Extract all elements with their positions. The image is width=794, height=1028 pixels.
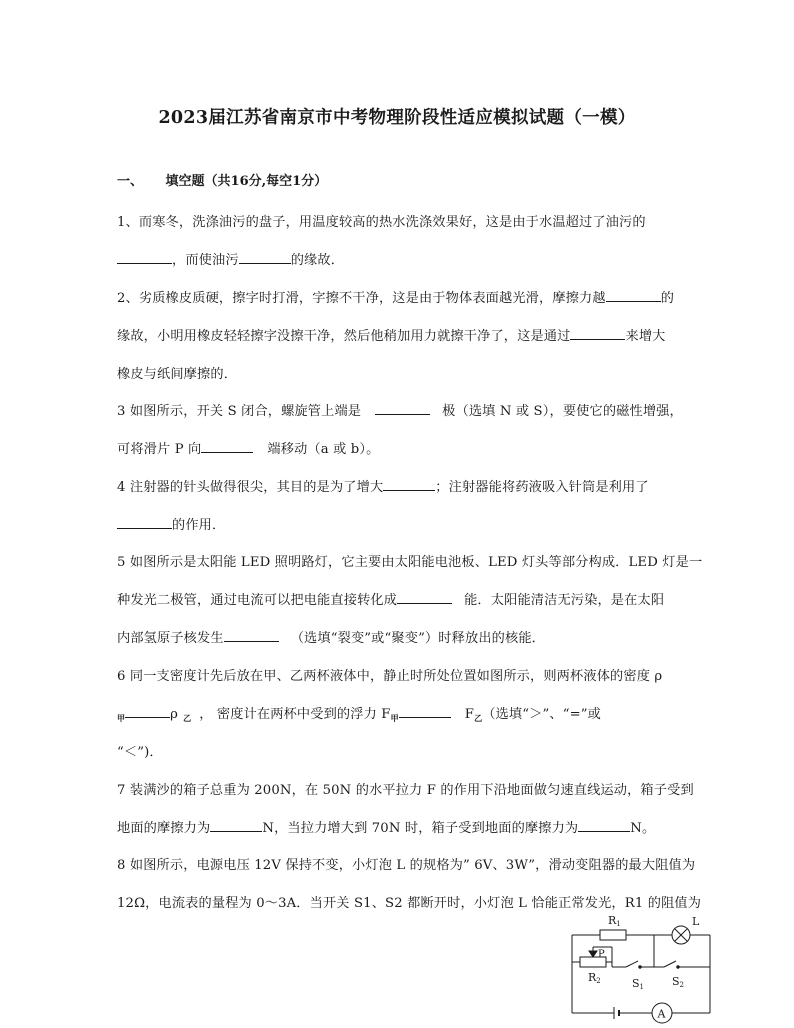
subscript: 乙 (183, 713, 192, 723)
q5-text: 能．太阳能清洁无污染，是在太阳 (464, 593, 665, 608)
label-r1: R1 (608, 914, 621, 928)
q3-text: 3 如图所示，开关 S 闭合，螺旋管上端是 (117, 404, 362, 419)
label-s2: S2 (672, 975, 685, 989)
q7-text: N，当拉力增大到 70N 时，箱子受到地面的摩擦力为 (262, 821, 579, 836)
q2-text: 2、劣质橡皮质硬，擦字时打滑，字擦不干净，这是由于物体表面越光滑，摩擦力越 (117, 291, 606, 306)
q4-line1 (117, 476, 649, 495)
subscript: 乙 (474, 713, 483, 723)
q4-text: 的作用． (172, 518, 226, 533)
q5-line1: 5 如图所示是太阳能 LED 照明路灯，它主要由太阳能电池板、LED 灯头等部分构成．LED 灯是一 (117, 555, 703, 570)
label-p: P (598, 949, 605, 960)
q1-line1: 1、而寒冬，洗涤油污的盘子，用温度较高的热水洗涤效果好，这是由于水温超过了油污的 (117, 215, 646, 230)
answer-blank[interactable] (224, 629, 279, 642)
answer-blank[interactable] (239, 251, 291, 264)
section-title: 填空题（共16分,每空1分） (165, 174, 328, 189)
answer-blank[interactable] (383, 478, 435, 491)
label-r2: R2 (588, 971, 601, 985)
q5-line3 (117, 627, 545, 646)
section-number: 一、 (117, 174, 144, 189)
label-ammeter: A (657, 1007, 666, 1021)
q3-text: 可将滑片 P 向 (117, 442, 202, 457)
answer-blank[interactable] (606, 289, 661, 302)
q3-text: 端移动（a 或 b）。 (267, 442, 380, 457)
q6-text: F (464, 707, 475, 722)
q2-text: 来增大 (625, 329, 666, 344)
answer-blank[interactable] (201, 440, 253, 453)
q1-text: 的缘故． (290, 253, 345, 268)
q7-text: N。 (630, 821, 656, 836)
q5-text: 种发光二极管，通过电流可以把电能直接转化成 (117, 593, 398, 608)
q4-text: ；注射器能将药液吸入针筒是利用了 (435, 480, 649, 495)
q5-text: （选填“裂变”或“聚变”）时释放出的核能． (290, 631, 546, 646)
q4-text: 4 注射器的针头做得很尖，其目的是为了增大 (117, 480, 384, 495)
q1-line2 (117, 249, 344, 268)
q6-text: ， 密度计在两杯中受到的浮力 F (199, 707, 391, 722)
q7-line2 (117, 817, 655, 836)
q7-text: 地面的摩擦力为 (117, 821, 211, 836)
circuit-diagram (564, 911, 724, 1027)
q6-line2 (117, 703, 601, 724)
answer-blank[interactable] (375, 402, 430, 415)
q2-line1 (117, 287, 674, 306)
answer-blank[interactable] (125, 705, 170, 718)
q5-text: 内部氢原子核发生 (117, 631, 224, 646)
q2-line3: 橡皮与纸间摩擦的． (117, 367, 238, 382)
answer-blank[interactable] (399, 705, 451, 718)
switch-contact (639, 966, 641, 968)
q2-text: 的 (660, 291, 675, 306)
answer-blank[interactable] (117, 516, 172, 529)
q3-line2 (117, 438, 379, 457)
q8-line2: 12Ω，电流表的量程为 0～3A．当开关 S1、S2 都断开时，小灯泡 L 恰能正常发光，R1 的阻值为 (117, 896, 702, 911)
section-heading (117, 170, 327, 189)
q5-line2 (117, 589, 664, 608)
answer-blank[interactable] (578, 819, 630, 832)
q2-text: 缘故，小明用橡皮轻轻擦字没擦干净，然后他稍加用力就擦干净了，这是通过 (117, 329, 571, 344)
q6-line1: 6 同一支密度计先后放在甲、乙两杯液体中，静止时所处位置如图所示，则两杯液体的密度 ρ (117, 669, 663, 684)
q3-line1 (117, 400, 683, 419)
q4-line2 (117, 514, 225, 533)
label-lamp: L (692, 915, 700, 928)
answer-blank[interactable] (570, 327, 625, 340)
exam-title: 2023届江苏省南京市中考物理阶段性适应模拟试题（一模） (158, 108, 636, 128)
switch-s1 (626, 961, 638, 967)
q6-text: ρ (170, 707, 179, 722)
resistor-r1 (600, 930, 626, 940)
q6-text: （选填“＞”、“=”或 (482, 707, 602, 722)
label-s1: S1 (632, 977, 645, 991)
q7-line1: 7 装满沙的箱子总重为 200N，在 50N 的水平拉力 F 的作用下沿地面做匀速直线运动，箱子受到 (117, 783, 694, 798)
answer-blank[interactable] (210, 819, 262, 832)
switch-s2 (664, 961, 676, 967)
subscript: 甲 (390, 713, 399, 723)
slider-arrow-icon (589, 951, 597, 957)
switch-contact (677, 966, 679, 968)
answer-blank[interactable] (117, 251, 172, 264)
subscript: 甲 (117, 713, 126, 723)
q2-line2 (117, 325, 666, 344)
q8-line1: 8 如图所示，电源电压 12V 保持不变，小灯泡 L 的规格为” 6V、3W”，滑动变阻器的最大阻值为 (117, 858, 696, 873)
q1-text: ，而使油污 (172, 253, 239, 268)
answer-blank[interactable] (397, 591, 452, 604)
q3-text: 极（选填 N 或 S），要使它的磁性增强， (442, 404, 683, 419)
q6-line3: “＜”)． (117, 745, 163, 760)
